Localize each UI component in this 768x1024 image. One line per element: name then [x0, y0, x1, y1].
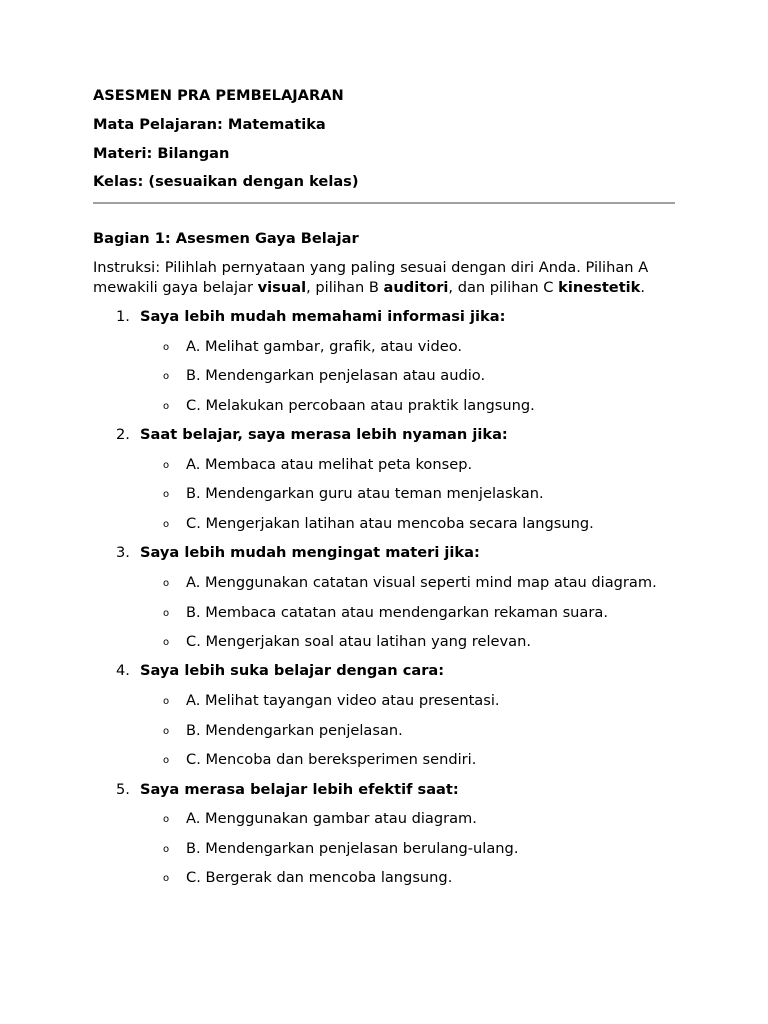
option-text: C. Melakukan percobaan atau praktik langsung. [186, 396, 535, 414]
option-item [140, 750, 675, 770]
instructions-auditori: auditori [383, 278, 449, 296]
horizontal-rule [93, 202, 675, 204]
option-text: A. Membaca atau melihat peta konsep. [186, 455, 473, 473]
option-list [140, 691, 675, 770]
subject-line: Mata Pelajaran: Matematika [93, 115, 326, 133]
question-item [93, 661, 675, 770]
option-text: B. Mendengarkan penjelasan. [186, 721, 403, 739]
question-text: Saat belajar, saya merasa lebih nyaman jika: [140, 426, 508, 444]
document-content [93, 86, 675, 888]
bullet-icon: o [163, 873, 170, 885]
question-text: Saya lebih mudah mengingat materi jika: [140, 544, 480, 562]
bullet-icon: o [163, 577, 170, 589]
question-text: Saya merasa belajar lebih efektif saat: [140, 780, 459, 798]
option-item [140, 868, 675, 888]
option-item [140, 366, 675, 386]
option-item [140, 484, 675, 504]
class-line: Kelas: (sesuaikan dengan kelas) [93, 173, 359, 191]
option-text: C. Mencoba dan bereksperimen sendiri. [186, 751, 477, 769]
option-text: B. Mendengarkan guru atau teman menjelaskan. [186, 485, 544, 503]
option-text: C. Mengerjakan latihan atau mencoba secara langsung. [186, 514, 594, 532]
bullet-icon: o [163, 755, 170, 767]
instructions-text-4: . [640, 278, 646, 296]
option-item [140, 514, 675, 534]
instructions-kinestetik: kinestetik [558, 278, 641, 296]
option-list [140, 337, 675, 416]
option-text: A. Menggunakan gambar atau diagram. [186, 810, 477, 828]
instructions-visual: visual [257, 278, 307, 296]
question-number: 4. [116, 662, 130, 680]
option-text: A. Melihat tayangan video atau presentasi. [186, 692, 500, 710]
bullet-icon: o [163, 489, 170, 501]
bullet-icon: o [163, 725, 170, 737]
option-item [140, 839, 675, 859]
bullet-icon: o [163, 843, 170, 855]
option-list [140, 809, 675, 888]
question-list [93, 307, 675, 888]
option-text: C. Bergerak dan mencoba langsung. [186, 869, 453, 887]
question-number: 2. [116, 426, 130, 444]
question-number: 5. [116, 780, 130, 798]
bullet-icon: o [163, 341, 170, 353]
option-text: B. Mendengarkan penjelasan berulang-ulang. [186, 839, 519, 857]
question-number: 3. [116, 544, 130, 562]
bullet-icon: o [163, 696, 170, 708]
option-text: C. Mengerjakan soal atau latihan yang relevan. [186, 633, 531, 651]
bullet-icon: o [163, 637, 170, 649]
option-item [140, 337, 675, 357]
instructions-text-2: , pilihan B [306, 278, 384, 296]
bullet-icon: o [163, 371, 170, 383]
option-item [140, 721, 675, 741]
bullet-icon: o [163, 607, 170, 619]
document-title: ASESMEN PRA PEMBELAJARAN [93, 87, 344, 104]
question-text: Saya lebih suka belajar dengan cara: [140, 662, 445, 680]
bullet-icon: o [163, 400, 170, 412]
section-title: Bagian 1: Asesmen Gaya Belajar [93, 230, 359, 248]
question-item [93, 307, 675, 416]
option-text: A. Melihat gambar, grafik, atau video. [186, 337, 463, 355]
instructions-text-3: , dan pilihan C [448, 278, 559, 296]
option-list [140, 573, 675, 652]
bullet-icon: o [163, 518, 170, 530]
option-item [140, 809, 675, 829]
question-item [93, 780, 675, 889]
option-item [140, 573, 675, 593]
instructions-paragraph [93, 258, 675, 297]
option-list [140, 455, 675, 534]
option-item [140, 603, 675, 623]
material-line: Materi: Bilangan [93, 144, 230, 162]
instructions-text-1: Instruksi: Pilihlah pernyataan yang paling sesuai dengan diri Anda. Pilihan A mewakili gaya belajar [93, 259, 649, 296]
option-item [140, 396, 675, 416]
bullet-icon: o [163, 459, 170, 471]
question-number: 1. [116, 307, 130, 325]
option-text: A. Menggunakan catatan visual seperti mind map atau diagram. [186, 573, 657, 591]
option-item [140, 632, 675, 652]
question-text: Saya lebih mudah memahami informasi jika: [140, 307, 506, 325]
option-item [140, 455, 675, 475]
option-item [140, 691, 675, 711]
question-item [93, 543, 675, 652]
option-text: B. Mendengarkan penjelasan atau audio. [186, 367, 486, 385]
bullet-icon: o [163, 814, 170, 826]
option-text: B. Membaca catatan atau mendengarkan rekaman suara. [186, 603, 608, 621]
question-item [93, 425, 675, 534]
